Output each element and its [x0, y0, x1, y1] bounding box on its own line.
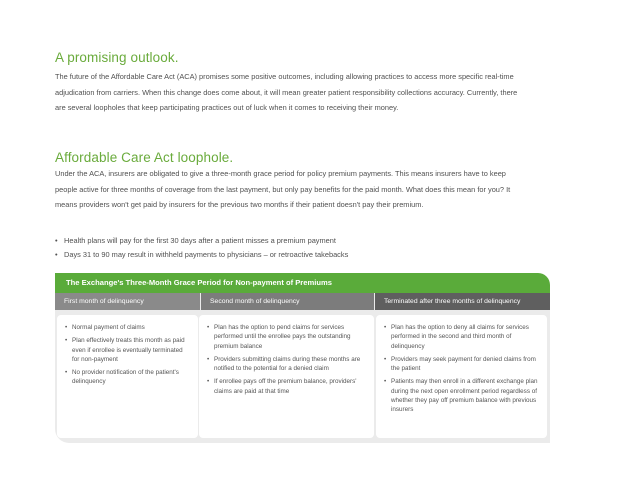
- column-header-second-month: Second month of delinquency: [201, 293, 374, 310]
- grace-period-table: [55, 273, 550, 443]
- list-item: • Days 31 to 90 may result in withheld payments to physicians – or retroactive takebacks: [55, 248, 348, 262]
- list-item: • Providers submitting claims during these months are notified to the potential for a denied claim: [207, 355, 366, 374]
- list-item: • Plan effectively treats this month as paid even if enrollee is eventually terminated for non-payment: [65, 336, 190, 364]
- list-item: • No provider notification of the patient's delinquency: [65, 368, 190, 387]
- list-item: • Normal payment of claims: [65, 323, 190, 332]
- paragraph-outlook: The future of the Affordable Care Act (ACA) promises some positive outcomes, including allowing practices to access more specific real-time adjudication from carriers. When this change does come about, it will mean greater patient responsibility collections accuracy. Currently, there are several loopholes that keep participating practices out of luck when it comes to receiving their money.: [55, 72, 518, 113]
- column-header-terminated: Terminated after three months of delinquency: [375, 293, 550, 310]
- list-item: • If enrollee pays off the premium balance, providers' claims are paid at that time: [207, 377, 366, 396]
- loophole-bullet-list: [55, 234, 348, 262]
- list-item: • Plan has the option to pend claims for services performed until the enrollee pays the outstanding premium balance: [207, 323, 366, 351]
- section-heading-loophole: Affordable Care Act loophole.: [55, 150, 234, 165]
- column-card-terminated: [376, 315, 547, 438]
- column-header-first-month: First month of delinquency: [55, 293, 200, 310]
- column-card-second-month: [199, 315, 374, 438]
- list-item: • Plan has the option to deny all claims for services performed in the second and third month of delinquency: [384, 323, 539, 351]
- table-title: The Exchange's Three-Month Grace Period for Non-payment of Premiums: [55, 273, 550, 293]
- list-item: • Patients may then enroll in a different exchange plan during the next open enrollment period regardless of whether they pay off premium balance with previous insurers: [384, 377, 539, 414]
- section-heading-outlook: A promising outlook.: [55, 50, 179, 65]
- column-card-first-month: [57, 315, 198, 438]
- paragraph-loophole: Under the ACA, insurers are obligated to give a three-month grace period for policy premium payments. This means insurers have to keep people active for three months of coverage from the last payment, but only pay benefits for the paid month. What does this mean for you? It means providers won't get paid by insurers for the previous two months if their patient doesn't pay their premium.: [55, 169, 511, 210]
- list-item: • Providers may seek payment for denied claims from the patient: [384, 355, 539, 374]
- list-item: • Health plans will pay for the first 30 days after a patient misses a premium payment: [55, 234, 348, 248]
